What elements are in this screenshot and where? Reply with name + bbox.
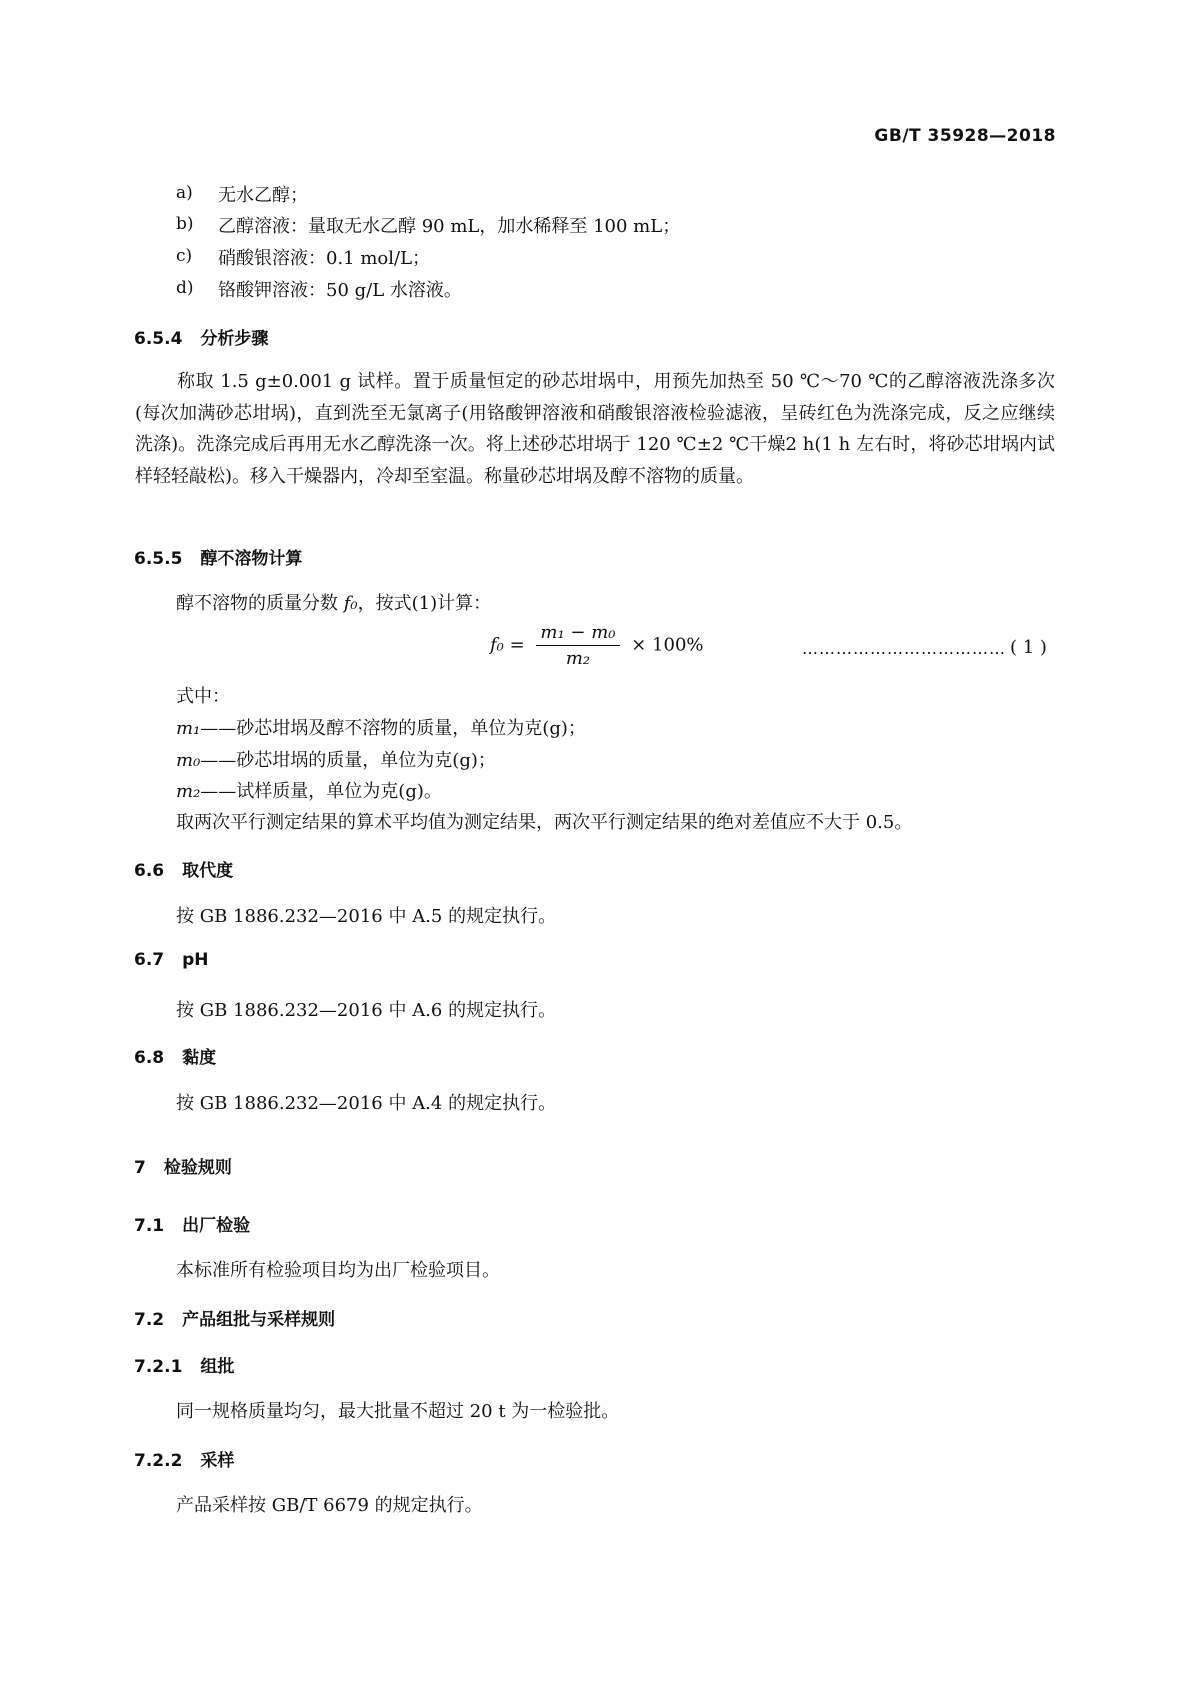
- section-number: 7: [134, 1158, 146, 1178]
- section-number: 7.1: [134, 1216, 165, 1236]
- list-item: 铬酸钾溶液：50 g/L 水溶液。: [218, 280, 462, 301]
- where-label: 式中：: [176, 686, 230, 707]
- formula-lhs: f₀ =: [490, 634, 525, 656]
- section-heading: [134, 1305, 335, 1330]
- formula-fraction: [536, 622, 619, 669]
- procedure-paragraph: 称取 1.5 g±0.001 g 试样。置于质量恒定的砂芯坩埚中，用预先加热至 50 ℃～70 ℃的乙醇溶液洗涤多次(每次加满砂芯坩埚)，直到洗至无氯离子(用铬酸钾溶液和硝酸银溶液检验滤液，呈砖红色为洗涤完成，反之应继续洗涤)。洗涤完成后再用无水乙醇洗涤一次。将上述砂芯坩埚于 120 ℃±2 ℃干燥2 h(1 h 左右时，将砂芯坩埚内试样轻轻敲松)。移入干燥器内，冷却至室温。称量砂芯坩埚及醇不溶物的质量。: [135, 371, 1055, 487]
- intro-text: 醇不溶物的质量分数: [176, 593, 344, 614]
- section-body: 按 GB 1886.232—2016 中 A.4 的规定执行。: [176, 1093, 557, 1114]
- section-title: 取代度: [182, 861, 234, 881]
- section-heading: [134, 324, 268, 349]
- section-number: 7.2: [134, 1310, 165, 1330]
- section-number: 7.2.2: [134, 1451, 183, 1471]
- section-number: 6.5.4: [134, 329, 183, 349]
- section-heading: [134, 1352, 234, 1377]
- section-heading: [134, 1446, 234, 1471]
- section-title: 组批: [200, 1357, 235, 1377]
- formula-numerator: m₁ − m₀: [536, 622, 619, 646]
- variable-description: ——砂芯坩埚及醇不溶物的质量，单位为克(g)；: [200, 718, 586, 739]
- variable-description: ——砂芯坩埚的质量，单位为克(g)；: [200, 750, 496, 771]
- section-body: 同一规格质量均匀，最大批量不超过 20 t 为一检验批。: [176, 1401, 620, 1422]
- section-heading: [134, 1211, 250, 1236]
- section-title: 黏度: [182, 1048, 217, 1068]
- section-title: 分析步骤: [200, 329, 269, 349]
- section-heading: [134, 544, 302, 569]
- section-body: 按 GB 1886.232—2016 中 A.6 的规定执行。: [176, 1000, 557, 1021]
- formula: [490, 622, 704, 669]
- section-number: 6.6: [134, 861, 165, 881]
- variable-symbol: m₁: [176, 718, 201, 739]
- section-heading: [134, 1043, 216, 1068]
- variable-symbol: f₀: [343, 593, 358, 614]
- section-title: 采样: [200, 1451, 235, 1471]
- section-number: 6.8: [134, 1048, 165, 1068]
- result-statement: 取两次平行测定结果的算术平均值为测定结果，两次平行测定结果的绝对差值应不大于 0.5。: [176, 812, 913, 833]
- list-label: b): [176, 214, 194, 234]
- section-title: 产品组批与采样规则: [182, 1310, 336, 1330]
- section-body: 按 GB 1886.232—2016 中 A.5 的规定执行。: [176, 906, 557, 927]
- list-label: d): [176, 278, 194, 298]
- standard-number: GB/T 35928—2018: [874, 126, 1056, 146]
- section-title: 醇不溶物计算: [200, 549, 303, 569]
- variable-symbol: m₂: [176, 781, 201, 802]
- formula-rhs: × 100%: [631, 634, 704, 656]
- section-number: 6.5.5: [134, 549, 183, 569]
- formula-denominator: m₂: [565, 648, 591, 669]
- section-title: 出厂检验: [182, 1216, 251, 1236]
- variable-symbol: m₀: [176, 750, 201, 771]
- section-title: pH: [182, 950, 209, 970]
- list-item: 乙醇溶液：量取无水乙醇 90 mL，加水稀释至 100 mL；: [218, 216, 681, 237]
- section-title: 检验规则: [163, 1158, 232, 1178]
- list-item: 硝酸银溶液：0.1 mol/L；: [218, 248, 431, 269]
- calc-intro: [176, 589, 491, 615]
- list-item: 无水乙醇；: [218, 185, 308, 206]
- variable-definition: [176, 714, 586, 740]
- section-heading: [134, 950, 209, 970]
- section-number: 7.2.1: [134, 1357, 183, 1377]
- section-body: 产品采样按 GB/T 6679 的规定执行。: [176, 1495, 483, 1516]
- section-heading: [134, 856, 233, 881]
- section-body: 本标准所有检验项目均为出厂检验项目。: [176, 1260, 500, 1281]
- variable-definition: [176, 746, 496, 772]
- variable-description: ——试样质量，单位为克(g)。: [200, 781, 442, 802]
- equation-leader: ………………………………: [802, 639, 1006, 658]
- variable-definition: [176, 777, 442, 803]
- list-label: c): [176, 246, 193, 266]
- list-label: a): [176, 183, 193, 203]
- chapter-heading: [134, 1153, 232, 1178]
- intro-text: ，按式(1)计算：: [357, 593, 492, 614]
- section-number: 6.7: [134, 950, 165, 970]
- equation-number: ( 1 ): [1010, 637, 1047, 658]
